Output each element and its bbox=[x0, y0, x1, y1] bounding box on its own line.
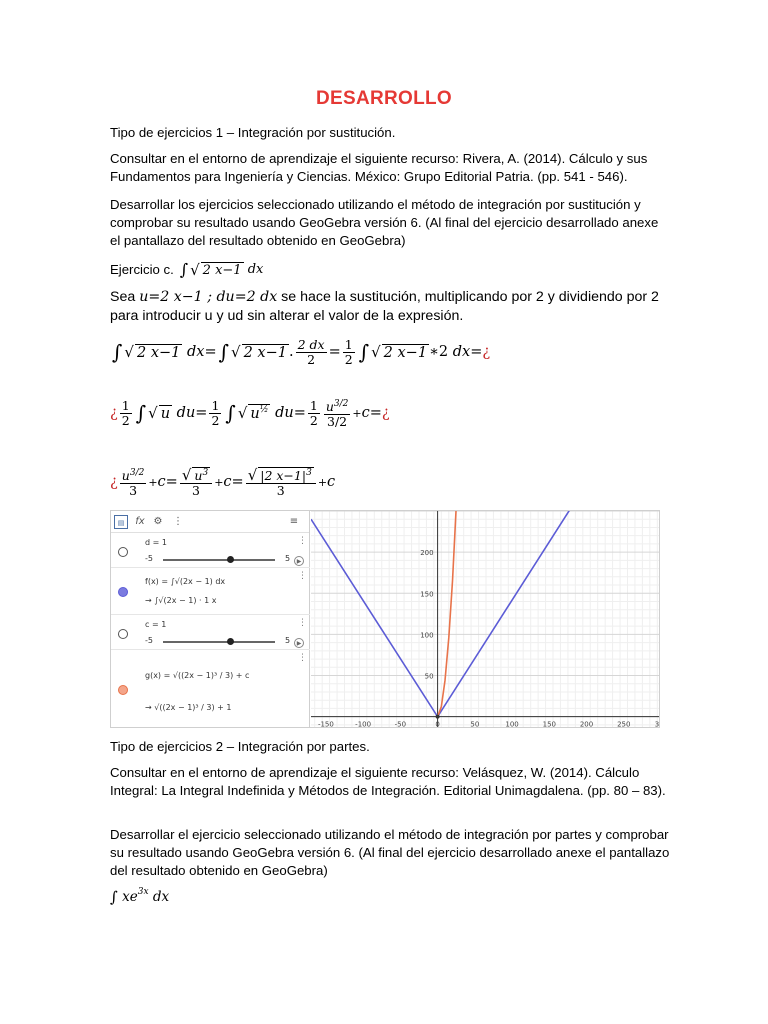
exercise-c: Ejercicio c. ∫ √ 2 x−1 dx bbox=[110, 260, 264, 279]
x-tick-label: 150 bbox=[542, 720, 556, 729]
x-tick-label: 100 bbox=[505, 720, 519, 729]
algebra-view-icon[interactable]: ▤ bbox=[114, 515, 128, 529]
origin-point bbox=[436, 715, 440, 719]
section1-instructions: Desarrollar los ejercicios seleccionado utilizando el método de integración por sustitución y comprobar su resultado usando GeoGebra versión 6. (Al final del ejercicio desarrollado anexe el pantallazo del resultado obtenido en GeoGebra) bbox=[110, 197, 659, 248]
algebra-view bbox=[111, 511, 310, 728]
page-title: DESARROLLO bbox=[316, 88, 452, 109]
play-icon[interactable]: ▶ bbox=[294, 638, 304, 648]
x-tick-label: -150 bbox=[317, 720, 334, 729]
exercise-label: Ejercicio c. bbox=[110, 262, 174, 277]
section2-heading: Tipo de ejercicios 2 – Integración por partes. bbox=[110, 739, 370, 754]
slider-c[interactable] bbox=[163, 641, 275, 643]
section1-resource: Consultar en el entorno de aprendizaje el siguiente recurso: Rivera, A. (2014). Cálculo y sus Fundamentos para Ingeniería y Ciencias. México: Grupo Editorial Patria. (pp. 541 - 546). bbox=[110, 151, 648, 184]
x-tick-label: 3 bbox=[654, 720, 660, 729]
substitution-text: Sea u=2 x−1 ; du=2 dx se hace la sustitución, multiplicando por 2 y dividiendo por 2 para introducir u y ud sin alterar el valor de la expresión. bbox=[110, 289, 659, 324]
x-tick-label: 200 bbox=[579, 720, 594, 729]
more-icon[interactable]: ⋮ bbox=[298, 653, 307, 663]
menu-icon[interactable]: ≡ bbox=[289, 516, 299, 527]
slider-d-handle[interactable] bbox=[227, 556, 234, 563]
x-tick-label: 250 bbox=[617, 720, 631, 729]
x-tick-label: 0 bbox=[435, 720, 440, 729]
y-tick-label: 50 bbox=[424, 672, 434, 681]
row-slider-d: d = 1 -5 5 ▶ ⋮ bbox=[111, 534, 310, 568]
row-function-g: g(x) = √((2x − 1)³ / 3) + c → √((2x − 1)³ / 3) + 1 ⋮ bbox=[111, 651, 310, 728]
algebra-toolbar bbox=[111, 511, 309, 533]
y-tick-label: 150 bbox=[420, 590, 434, 599]
slider-c-handle[interactable] bbox=[227, 638, 234, 645]
exercise-2-integral: ∫ xe 3x dx bbox=[110, 887, 170, 906]
x-tick-label: 50 bbox=[470, 720, 480, 729]
y-tick-label: 200 bbox=[420, 549, 434, 558]
geogebra-screenshot bbox=[110, 510, 660, 728]
visibility-toggle[interactable] bbox=[118, 685, 128, 695]
equation-3: ¿ $\frac{u^{3/2}}{3}$ + c = $\frac{√ u^3}{3}$ + c = $\frac{√ |2 x-1|^3}{3}$ + c bbox=[110, 466, 336, 499]
row-function-f: f(x) = ∫√(2x − 1) dx → ∫√(2x − 1) · 1 x ⋮ bbox=[111, 569, 310, 615]
more-icon[interactable]: ⋮ bbox=[173, 516, 183, 527]
play-icon[interactable]: ▶ bbox=[294, 556, 304, 566]
visibility-toggle[interactable] bbox=[118, 547, 128, 557]
more-icon[interactable]: ⋮ bbox=[298, 618, 307, 628]
y-tick-label: 100 bbox=[420, 631, 434, 640]
equation-2: ¿ $\frac{1}{2}$ ∫ √ u du = $\frac{1}{2}$ ∫ √ $u^{\frac{1}{2}}$ du = $\frac{1}{2}$ $\frac{u^{3/2}}{3/2}$ + c = ¿ bbox=[110, 397, 390, 430]
x-tick-label: -100 bbox=[355, 720, 372, 729]
more-icon[interactable]: ⋮ bbox=[298, 536, 307, 546]
equation-1: ∫ √ 2 x−1 dx = ∫ √ 2 x−1 . $\frac{2 dx}{2}$ = $\frac{1}{2}$ ∫ √ 2 x−1 ∗2 dx = ¿ bbox=[112, 336, 491, 367]
row-slider-c: c = 1 -5 5 ▶ ⋮ bbox=[111, 616, 310, 650]
visibility-toggle[interactable] bbox=[118, 587, 128, 597]
visibility-toggle[interactable] bbox=[118, 629, 128, 639]
graphics-view[interactable] bbox=[311, 511, 660, 728]
section2-resource: Consultar en el entorno de aprendizaje el siguiente recurso: Velásquez, W. (2014). Cálculo Integral: La Integral Indefinida y Métodos de Integración. Editorial Unimagdalena. (pp. 80 – 83). bbox=[110, 765, 666, 798]
slider-d[interactable] bbox=[163, 559, 275, 561]
gear-icon[interactable]: ⚙ bbox=[153, 516, 163, 527]
section2-instructions: Desarrollar el ejercicio seleccionado utilizando el método de integración por partes y comprobar su resultado usando GeoGebra versión 6. (Al final del ejercicio desarrollado anexe el pantallazo del resultado obtenido en GeoGebra) bbox=[110, 827, 670, 878]
function-icon[interactable]: fx bbox=[135, 516, 145, 527]
more-icon[interactable]: ⋮ bbox=[298, 571, 307, 581]
section1-heading: Tipo de ejercicios 1 – Integración por sustitución. bbox=[110, 125, 396, 140]
x-tick-label: -50 bbox=[394, 720, 407, 729]
series-line-g(x) bbox=[438, 511, 457, 717]
